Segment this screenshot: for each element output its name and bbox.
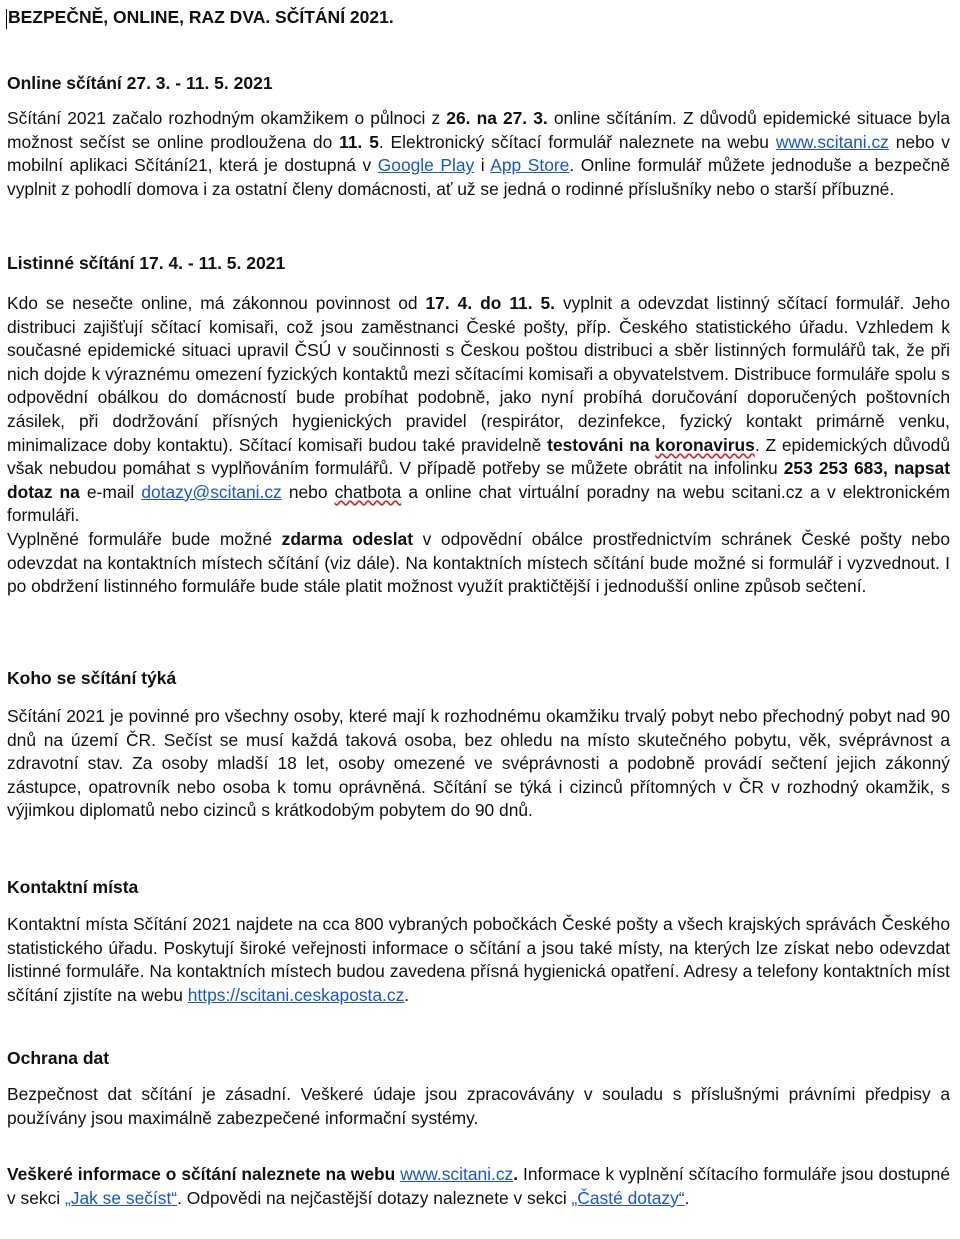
heading-online: Online sčítání 27. 3. - 11. 5. 2021 — [7, 73, 273, 93]
paragraph-online: Sčítání 2021 začalo rozhodným okamžikem o půlnoci z 26. na 27. 3. online sčítáním. Z důvodů epidemické situace byla možnost sečíst se online prodloužena do 11. 5. Elektronický sčítací formulář naleznete na webu www.scitani.cz nebo v mobilní aplikaci Sčítání21, která je dostupná v Google Play i App Store. Online formulář můžete jednoduše a bezpečně vyplnit z pohodlí domova i za ostatní členy domácnosti, ať už se jedná o rodinné příslušníky nebo o starší příbuzné. — [7, 108, 950, 199]
paragraph-contact: Kontaktní místa Sčítání 2021 najdete na cca 800 vybraných pobočkách České pošty a všech krajských správách Českého statistického úřadu. Poskytují široké veřejnosti informace o sčítání a jsou také místy, na kterých lze získat nebo odevzdat listinné formuláře. Na kontaktních místech budou zavedena přísná hygienická opatření. Adresy a telefony kontaktních míst sčítání zjistíte na webu https://scitani.ceskaposta.cz. — [7, 914, 950, 1005]
heading-contact: Kontaktní místa — [7, 877, 139, 897]
heading-privacy: Ochrana dat — [7, 1048, 110, 1068]
paragraph-who: Sčítání 2021 je povinné pro všechny osoby, které mají k rozhodnému okamžiku trvalý pobyt nebo přechodný pobyt nad 90 dnů na území ČR. Sečíst se musí každá taková osoba, bez ohledu na místo skutečného pobytu, věk, svéprávnost a zdravotní stav. Za osoby mladší 18 let, osoby omezené ve svéprávnosti a podobně provádí sečtení jejich zákonný zástupce, opatrovník nebo osoba k tomu oprávněná. Sčítání se týká i cizinců přítomných v ČR v rozhodný okamžik, s výjimkou diplomatů nebo cizinců s krátkodobým pobytem do 90 dnů. — [7, 706, 950, 821]
paragraph-info: Veškeré informace o sčítání naleznete na webu www.scitani.cz. Informace k vyplnění sčítacího formuláře jsou dostupné v sekci „Jak se sečíst“. Odpovědi na nejčastější dotazy naleznete v sekci „Časté dotazy“. — [7, 1164, 950, 1208]
link-ceskaposta[interactable]: https://scitani.ceskaposta.cz — [187, 984, 405, 1005]
document-title: BEZPEČNĚ, ONLINE, RAZ DVA. SČÍTÁNÍ 2021. — [8, 7, 394, 27]
text-cursor — [6, 9, 7, 29]
link-scitani-web-2[interactable]: www.scitani.cz — [400, 1164, 514, 1184]
heading-paper: Listinné sčítání 17. 4. - 11. 5. 2021 — [7, 253, 286, 273]
link-jak-se-secist[interactable]: „Jak se sečíst“ — [64, 1187, 178, 1208]
paragraph-privacy: Bezpečnost dat sčítání je zásadní. Veškeré údaje jsou zpracovávány v souladu s příslušnými právními předpisy a používány jsou maximálně zabezpečené informační systémy. — [7, 1084, 950, 1128]
link-caste-dotazy[interactable]: „Časté dotazy“ — [571, 1187, 685, 1208]
paragraph-paper: Kdo se nesečte online, má zákonnou povinnost od 17. 4. do 11. 5. vyplnit a odevzdat listinný sčítací formulář. Jeho distribuci zajišťují sčítací komisaři, což jsou zaměstnanci České pošty, příp. Českého statistického úřadu. Vzhledem k současné epidemické situaci upravil ČSÚ v součinnosti s Českou poštou distribuci a sběr listinných formulářů tak, že při nich dojde k výraznému omezení fyzických kontaktů mezi sčítacími komisaři a obyvatelstvem. Distribuce formuláře spolu s odpovědní obálkou do domácností bude probíhat podobně, jako nyní probíhá doručování doporučených poštovních zásilek, při dodržování přísných hygienických pravidel (respirátor, dezinfekce, fyzický kontakt primárně venku, minimalizace doby kontaktu). Sčítací komisaři budou také pravidelně testováni na koronavirus. Z epidemických důvodů však nebudou pomáhat s vyplňováním formulářů. V případě potřeby se můžete obrátit na infolinku 253 253 683, napsat dotaz na e-mail dotazy@scitani.cz nebo chatbota a online chat virtuální poradny na webu scitani.cz a v elektronickém formuláři. Vyplněné formuláře bude možné zdarma odeslat v odpovědní obálce prostřednictvím schránek České pošty nebo odevzdat na kontaktních místech sčítání (viz dále). Na kontaktních místech sčítání bude možné si formulář i vyzvednout. I po obdržení listinného formuláře bude stále platit možnost využít praktičtější i jednodušší online způsob sečtení. — [7, 293, 951, 597]
link-email[interactable]: dotazy@scitani.cz — [141, 481, 282, 502]
link-app-store[interactable]: App Store — [490, 155, 570, 176]
link-google-play[interactable]: Google Play — [377, 155, 475, 176]
link-scitani-web[interactable]: www.scitani.cz — [775, 131, 889, 152]
heading-who: Koho se sčítání týká — [7, 668, 177, 688]
